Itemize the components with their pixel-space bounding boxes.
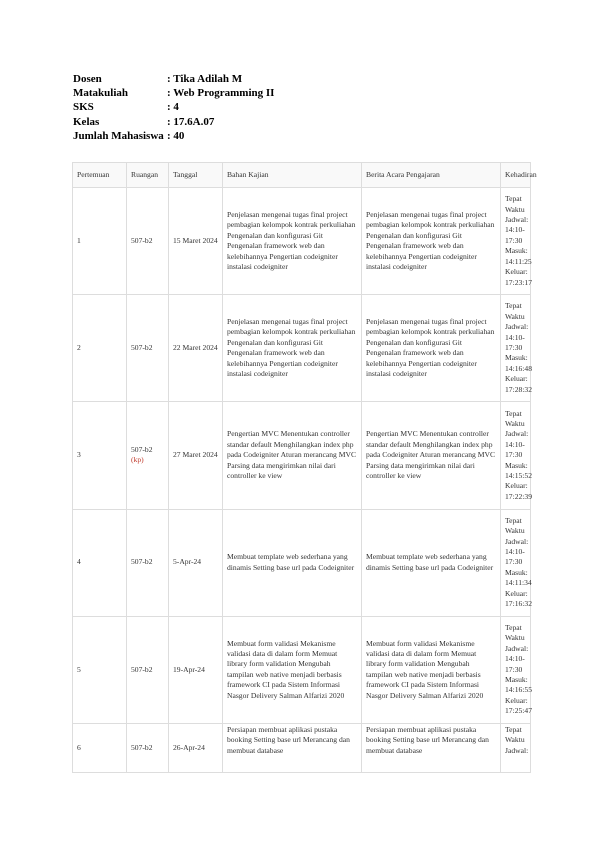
kehadiran-keluar: Keluar: 17:25:47 [505, 695, 533, 716]
cell-kehadiran [501, 188, 531, 295]
header-tanggal: Tanggal [169, 163, 223, 188]
kehadiran-status: Tepat Waktu [505, 724, 525, 745]
cell-berita-acara: Membuat template web sederhana yang dinamis Setting base url pada Codeigniter [362, 509, 501, 616]
info-row-jumlah-mahasiswa [73, 129, 274, 143]
info-value: : 40 [167, 129, 185, 142]
cell-tanggal: 27 Maret 2024 [169, 402, 223, 509]
kehadiran-status: Tepat Waktu [505, 194, 525, 214]
table-row [73, 295, 531, 402]
cell-pertemuan: 4 [73, 509, 127, 616]
cell-berita-acara: Pengertian MVC Menentukan controller standar default Menghilangkan index php pada Codeigniter Aturan merancang MVC Parsing data mengirimkan nilai dari controller ke view [362, 402, 501, 509]
cell-berita-acara: Penjelasan mengenai tugas final project pembagian kelompok kontrak perkuliahan Pengenalan dan konfigurasi Git Pengenalan framework web dan kelebihannya Pengertian codeigniter instalasi codeigniter [362, 295, 501, 402]
ruangan-text: 507-b2 [131, 235, 153, 245]
cell-kehadiran [501, 295, 531, 402]
header-ruangan: Ruangan [127, 163, 169, 188]
header-berita-acara: Berita Acara Pengajaran [362, 163, 501, 188]
info-row-matakuliah [73, 86, 274, 100]
ruangan-text: 507-b2 [131, 742, 153, 752]
info-value: : Tika Adilah M [167, 73, 243, 85]
cell-ruangan [127, 509, 169, 616]
ruangan-text: 507-b2 [131, 445, 153, 455]
kehadiran-keluar: Keluar: 17:22:39 [505, 481, 533, 501]
table-row [73, 616, 531, 723]
cell-pertemuan: 1 [73, 188, 127, 295]
table-row [73, 188, 531, 295]
ruangan-text: 507-b2 [131, 664, 153, 674]
kehadiran-keluar: Keluar: 17:16:32 [505, 588, 533, 609]
cell-bahan-kajian: Penjelasan mengenai tugas final project pembagian kelompok kontrak perkuliahan Pengenalan dan konfigurasi Git Pengenalan framework web dan kelebihannya Pengertian codeigniter instalasi codeigniter [223, 295, 362, 402]
info-row-dosen [73, 72, 274, 86]
info-label: Matakuliah [73, 87, 129, 100]
info-row-sks [73, 100, 274, 114]
kehadiran-masuk: Masuk: 14:15:52 [505, 460, 533, 481]
kehadiran-status: Tepat Waktu [505, 515, 525, 536]
cell-berita-acara: Penjelasan mengenai tugas final project pembagian kelompok kontrak perkuliahan Pengenalan dan konfigurasi Git Pengenalan framework web dan kelebihannya Pengertian codeigniter instalasi codeigniter [362, 188, 501, 295]
cell-tanggal: 15 Maret 2024 [169, 188, 223, 295]
cell-ruangan [127, 616, 169, 723]
cell-ruangan [127, 402, 169, 509]
cell-tanggal: 19-Apr-24 [169, 616, 223, 723]
cell-tanggal: 5-Apr-24 [169, 509, 223, 616]
ruangan-text: 507-b2 [131, 557, 153, 567]
kehadiran-masuk: Masuk: 14:16:48 [505, 353, 533, 373]
info-value: : 4 [167, 101, 179, 114]
table-row [73, 402, 531, 509]
schedule-table [72, 162, 537, 773]
info-label: Dosen [73, 73, 102, 85]
kehadiran-status: Tepat Waktu [505, 408, 525, 429]
cell-tanggal: 26-Apr-24 [169, 723, 223, 772]
cell-berita-acara: Persiapan membuat aplikasi pustaka booking Setting base url Merancang dan membuat database [362, 723, 501, 772]
kehadiran-jadwal: Jadwal: 14:10-17:30 [505, 643, 529, 674]
kehadiran-status: Tepat Waktu [505, 623, 525, 643]
cell-bahan-kajian: Membuat template web sederhana yang dinamis Setting base url pada Codeigniter [223, 509, 362, 616]
kehadiran-jadwal: Jadwal: [505, 745, 529, 755]
table-row [73, 723, 531, 772]
cell-kehadiran [501, 402, 531, 509]
info-value: : Web Programming II [167, 87, 275, 100]
cell-kehadiran [501, 616, 531, 723]
ruangan-text: 507-b2 [131, 343, 153, 353]
info-label: Jumlah Mahasiswa [73, 129, 164, 142]
header-kehadiran: Kehadiran [501, 163, 531, 188]
info-label: Kelas [73, 115, 100, 128]
kehadiran-masuk: Masuk: 14:16:55 [505, 675, 533, 695]
cell-pertemuan: 5 [73, 616, 127, 723]
header-bahan-kajian: Bahan Kajian [223, 163, 362, 188]
cell-bahan-kajian: Membuat form validasi Mekanisme validasi data di dalam form Memuat library form validation Mengubah tampilan web native menjadi berbasis framework CI pada Sistem Informasi Nasgor Delivery Salman Alfarizi 2020 [223, 616, 362, 723]
cell-pertemuan: 6 [73, 723, 127, 772]
header-pertemuan: Pertemuan [73, 163, 127, 188]
kehadiran-jadwal: Jadwal: 14:10-17:30 [505, 429, 529, 460]
cell-tanggal: 22 Maret 2024 [169, 295, 223, 402]
kehadiran-masuk: Masuk: 14:11:25 [505, 246, 532, 266]
table-header-row [73, 163, 531, 188]
cell-bahan-kajian: Penjelasan mengenai tugas final project pembagian kelompok kontrak perkuliahan Pengenalan dan konfigurasi Git Pengenalan framework web dan kelebihannya Pengertian codeigniter instalasi codeigniter [223, 188, 362, 295]
info-value: : 17.6A.07 [167, 115, 215, 128]
kehadiran-keluar: Keluar: 17:28:32 [505, 374, 533, 394]
kehadiran-masuk: Masuk: 14:11:34 [505, 567, 532, 588]
kp-badge: (kp) [131, 455, 144, 465]
kehadiran-status: Tepat Waktu [505, 301, 525, 321]
cell-pertemuan: 2 [73, 295, 127, 402]
cell-bahan-kajian: Persiapan membuat aplikasi pustaka booking Setting base url Merancang dan membuat database [223, 723, 362, 772]
info-row-kelas [73, 115, 274, 129]
kehadiran-jadwal: Jadwal: 14:10-17:30 [505, 536, 529, 567]
kehadiran-jadwal: Jadwal: 14:10-17:30 [505, 215, 529, 245]
cell-ruangan [127, 188, 169, 295]
kehadiran-jadwal: Jadwal: 14:10-17:30 [505, 322, 529, 353]
table-row [73, 509, 531, 616]
course-info [73, 72, 274, 143]
cell-pertemuan: 3 [73, 402, 127, 509]
info-label: SKS [73, 101, 94, 114]
cell-ruangan [127, 295, 169, 402]
cell-ruangan [127, 723, 169, 772]
cell-berita-acara: Membuat form validasi Mekanisme validasi data di dalam form Memuat library form validation Mengubah tampilan web native menjadi berbasis framework CI pada Sistem Informasi Nasgor Delivery Salman Alfarizi 2020 [362, 616, 501, 723]
cell-bahan-kajian: Pengertian MVC Menentukan controller standar default Menghilangkan index php pada Codeigniter Aturan merancang MVC Parsing data mengirimkan nilai dari controller ke view [223, 402, 362, 509]
cell-kehadiran [501, 509, 531, 616]
kehadiran-keluar: Keluar: 17:23:17 [505, 267, 533, 287]
cell-kehadiran [501, 723, 531, 772]
